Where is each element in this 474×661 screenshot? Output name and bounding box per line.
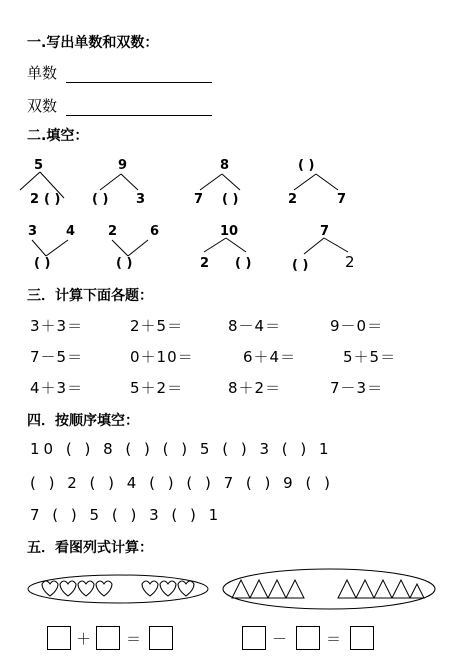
single-label: 单数	[27, 64, 58, 82]
calc-item[interactable]: 4＋3＝	[30, 379, 84, 397]
tree-4-left: 2	[288, 192, 298, 207]
hearts-picture	[26, 570, 216, 608]
tree-1-right[interactable]: ( )	[44, 192, 61, 207]
tree-8-left[interactable]: ( )	[292, 258, 309, 273]
calc-item[interactable]: 2＋5＝	[130, 317, 184, 335]
calc-item[interactable]: 5＋5＝	[343, 348, 397, 366]
tree-5-a: 3	[28, 224, 38, 239]
section-4-title: 四．按顺序填空：	[27, 413, 139, 429]
answer-box[interactable]	[47, 626, 71, 650]
tree-2-left[interactable]: ( )	[92, 192, 109, 207]
tree-4-right: 7	[337, 192, 347, 207]
answer-box[interactable]	[96, 626, 120, 650]
single-answer-line[interactable]	[66, 82, 212, 83]
section-1-title: 一.写出单数和双数：	[27, 35, 159, 51]
triangles-picture	[220, 566, 438, 612]
answer-box[interactable]	[350, 626, 374, 650]
sequence-row-3[interactable]: 7 ( ) 5 ( ) 3 ( ) 1	[30, 506, 223, 524]
tree-5-b: 4	[66, 224, 76, 239]
tree-3-right[interactable]: ( )	[222, 192, 239, 207]
answer-box[interactable]	[242, 626, 266, 650]
tree-5-bottom[interactable]: ( )	[34, 256, 51, 271]
plus-sign: ＋	[76, 630, 92, 648]
section-2-title: 二.填空：	[27, 128, 89, 144]
double-label: 双数	[27, 97, 58, 115]
calc-item[interactable]: 9－0＝	[330, 317, 384, 335]
calc-item[interactable]: 8－4＝	[228, 317, 282, 335]
tree-8-right: 2	[345, 253, 355, 271]
tree-3-left: 7	[194, 192, 204, 207]
calc-item[interactable]: 5＋2＝	[130, 379, 184, 397]
double-answer-line[interactable]	[66, 115, 212, 116]
tree-7-top: 10	[220, 224, 239, 239]
calc-item[interactable]: 7－3＝	[330, 379, 384, 397]
minus-sign: －	[272, 630, 288, 648]
tree-7-left: 2	[200, 256, 210, 271]
equals-sign: ＝	[126, 630, 142, 648]
tree-7-right[interactable]: ( )	[235, 256, 252, 271]
tree-3-top: 8	[220, 158, 230, 173]
tree-2-right: 3	[136, 192, 146, 207]
calc-item[interactable]: 7－5＝	[30, 348, 84, 366]
tree-1-left: 2	[30, 192, 40, 207]
tree-4-top[interactable]: ( )	[298, 158, 315, 173]
tree-8-top: 7	[320, 224, 330, 239]
tree-2-top: 9	[118, 158, 128, 173]
sequence-row-1[interactable]: 10 ( ) 8 ( ) ( ) 5 ( ) 3 ( ) 1	[30, 440, 333, 458]
sequence-row-2[interactable]: ( ) 2 ( ) 4 ( ) ( ) 7 ( ) 9 ( )	[30, 474, 334, 492]
calc-item[interactable]: 0＋10＝	[130, 348, 194, 366]
section-3-title: 三．计算下面各题：	[27, 288, 153, 304]
equals-sign: ＝	[326, 630, 342, 648]
answer-box[interactable]	[296, 626, 320, 650]
tree-6-a: 2	[108, 224, 118, 239]
calc-item[interactable]: 6＋4＝	[243, 348, 297, 366]
tree-1-top: 5	[34, 158, 44, 173]
tree-6-b: 6	[150, 224, 160, 239]
tree-3-lines	[196, 172, 246, 197]
calc-item[interactable]: 8＋2＝	[228, 379, 282, 397]
tree-7-lines	[200, 236, 260, 258]
section-5-title: 五．看图列式计算：	[27, 540, 153, 556]
answer-box[interactable]	[149, 626, 173, 650]
calc-item[interactable]: 3＋3＝	[30, 317, 84, 335]
tree-6-bottom[interactable]: ( )	[116, 256, 133, 271]
